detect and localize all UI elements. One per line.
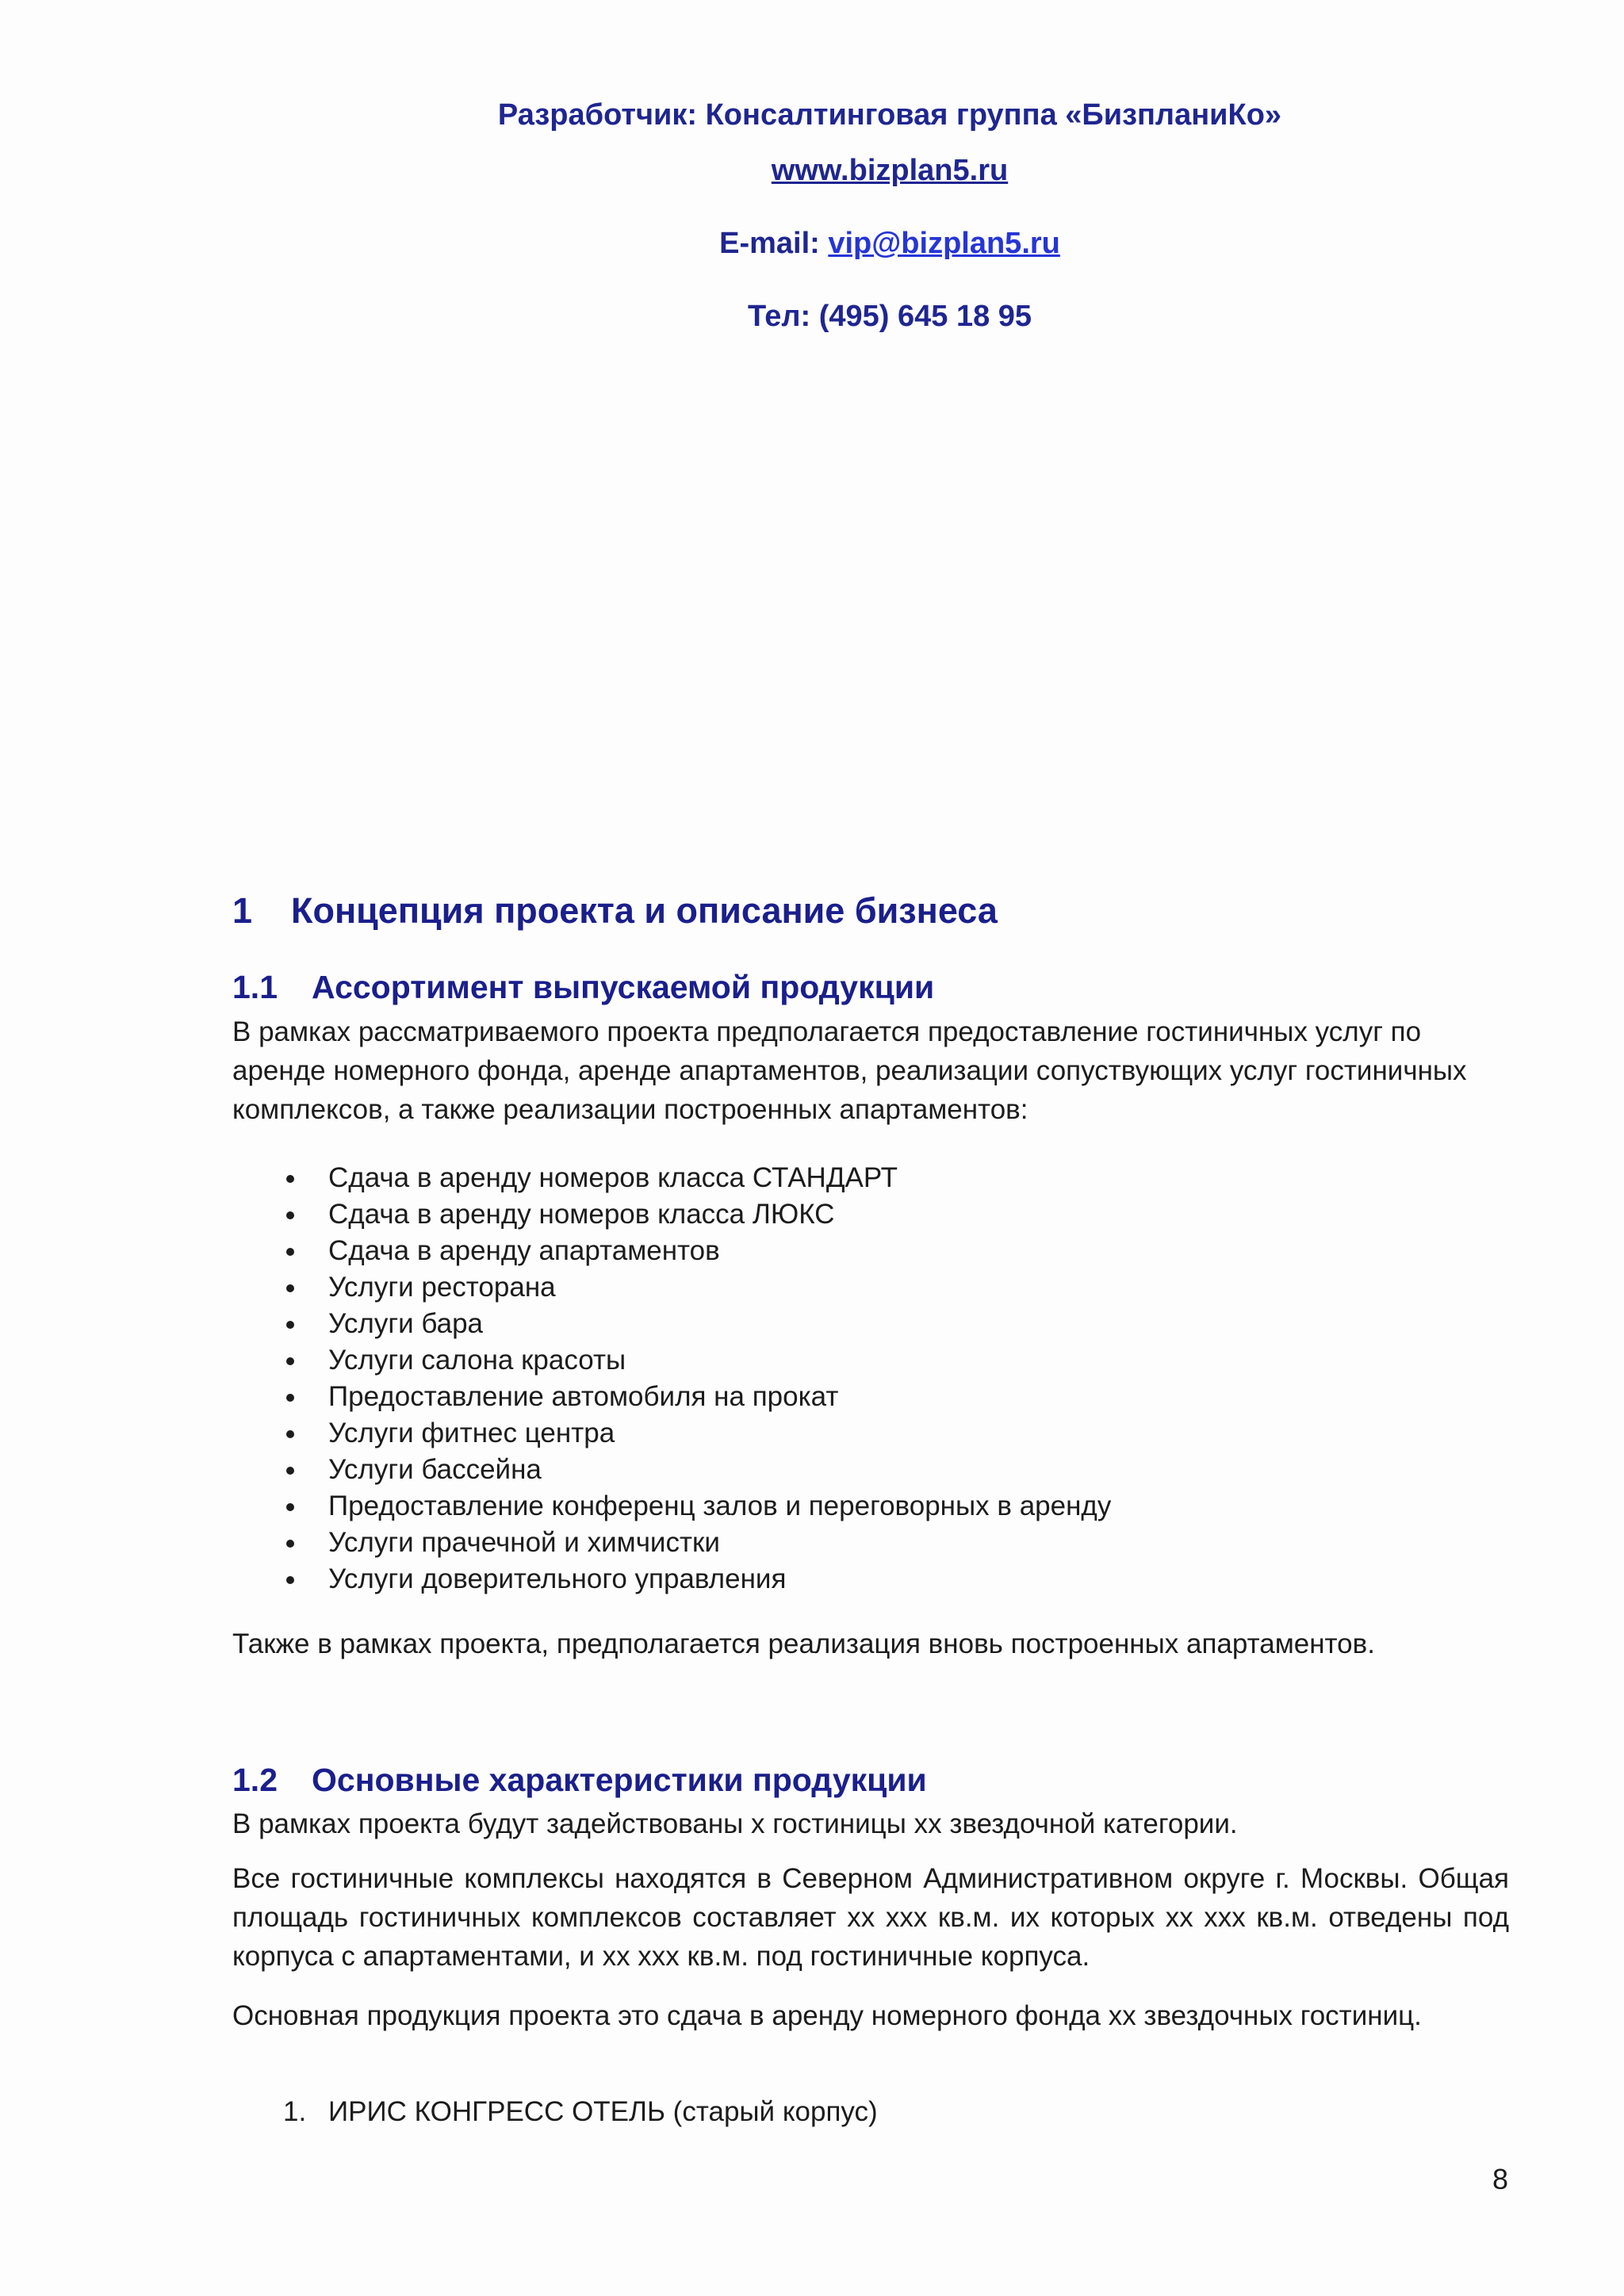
- bullet-icon: [286, 1284, 294, 1292]
- bullet-icon: [286, 1540, 294, 1548]
- bullet-icon: [286, 1321, 294, 1329]
- hotels-numbered-list: [232, 2093, 878, 2131]
- section-1-1-also: Также в рамках проекта, предполагается реализация вновь построенных апартаментов.: [232, 1628, 1375, 1659]
- list-item: [232, 1415, 1509, 1452]
- list-item: [232, 1196, 1509, 1233]
- bullet-icon: [286, 1430, 294, 1438]
- website-line: [78, 152, 1624, 189]
- list-item: [232, 1233, 1509, 1269]
- numbered-item: [232, 2093, 878, 2131]
- bullet-icon: [286, 1248, 294, 1256]
- section-1-2-number: 1.2: [232, 1762, 278, 1798]
- list-item-text: Услуги ресторана: [328, 1272, 556, 1303]
- list-item: [232, 1561, 1509, 1598]
- section-1-heading: [232, 889, 998, 933]
- bullet-icon: [286, 1467, 294, 1475]
- email-line: [78, 225, 1624, 262]
- numbered-item-number: 1.: [283, 2096, 307, 2127]
- bullet-icon: [286, 1357, 294, 1365]
- section-1-2-complexes: Все гостиничные комплексы находятся в Северном Административном округе г. Москвы. Общая площадь гостиничных комплексов составляет xx xxx кв.м. их которых xx xxx кв.м. отведены под корпуса с апартаментами, и xx xxx кв.м. под гостиничные корпуса.: [232, 1863, 1509, 1972]
- list-item-text: Сдача в аренду номеров класса ЛЮКС: [328, 1199, 835, 1230]
- list-item: [232, 1160, 1509, 1196]
- section-1-1-number: 1.1: [232, 969, 278, 1005]
- list-item-text: Услуги прачечной и химчистки: [328, 1527, 720, 1558]
- bullet-icon: [286, 1576, 294, 1584]
- bullet-icon: [286, 1211, 294, 1219]
- section-1-2-heading: [232, 1759, 927, 1800]
- section-1-2-main-product: Основная продукция проекта это сдача в аренду номерного фонда xx звездочных гостиниц.: [232, 2000, 1422, 2031]
- list-item-text: Предоставление автомобиля на прокат: [328, 1381, 839, 1412]
- list-item: [232, 1379, 1509, 1415]
- list-item: [232, 1488, 1509, 1525]
- page-number: 8: [1492, 2163, 1508, 2195]
- section-1-2-title: Основные характеристики продукции: [312, 1762, 927, 1798]
- list-item: [232, 1306, 1509, 1342]
- website-link[interactable]: www.bizplan5.ru: [771, 154, 1009, 187]
- section-1-2-hotels: В рамках проекта будут задействованы x гостиницы xx звездочной категории.: [232, 1808, 1238, 1839]
- list-item-text: Услуги салона красоты: [328, 1345, 626, 1376]
- phone-text: Тел: (495) 645 18 95: [747, 300, 1032, 333]
- email-label: E-mail:: [719, 227, 829, 260]
- section-1-number: 1: [232, 890, 253, 931]
- phone-line: [78, 298, 1624, 335]
- list-item: [232, 1452, 1509, 1488]
- list-item-text: Услуги фитнес центра: [328, 1418, 615, 1448]
- list-item-text: Сдача в аренду номеров класса СТАНДАРТ: [328, 1162, 898, 1193]
- list-item-text: Сдача в аренду апартаментов: [328, 1235, 720, 1266]
- section-1-1-heading: [232, 966, 934, 1008]
- bullet-icon: [286, 1175, 294, 1183]
- list-item: [232, 1269, 1509, 1306]
- bullet-icon: [286, 1394, 294, 1402]
- developer-text: Разработчик: Консалтинговая группа «БизпланиКо»: [497, 98, 1282, 132]
- list-item: [232, 1342, 1509, 1379]
- list-item-text: Предоставление конференц залов и переговорных в аренду: [328, 1490, 1112, 1521]
- list-item: [232, 1525, 1509, 1561]
- section-1-title: Концепция проекта и описание бизнеса: [291, 890, 998, 931]
- list-item-text: Услуги доверительного управления: [328, 1563, 787, 1594]
- section-1-1-intro: В рамках рассматриваемого проекта предполагается предоставление гостиничных услуг по аренде номерного фонда, аренде апартаментов, реализации сопуствующих услуг гостиничных комплексов, а также реализации построенных апартаментов:: [232, 1016, 1467, 1125]
- numbered-item-text: ИРИС КОНГРЕСС ОТЕЛЬ (старый корпус): [328, 2096, 878, 2127]
- bullet-icon: [286, 1503, 294, 1511]
- email-link[interactable]: vip@bizplan5.ru: [828, 227, 1060, 260]
- developer-line: [78, 97, 1624, 133]
- section-1-1-title: Ассортимент выпускаемой продукции: [312, 969, 935, 1005]
- list-item-text: Услуги бассейна: [328, 1454, 542, 1485]
- services-bullet-list: [232, 1160, 1509, 1598]
- list-item-text: Услуги бара: [328, 1308, 483, 1339]
